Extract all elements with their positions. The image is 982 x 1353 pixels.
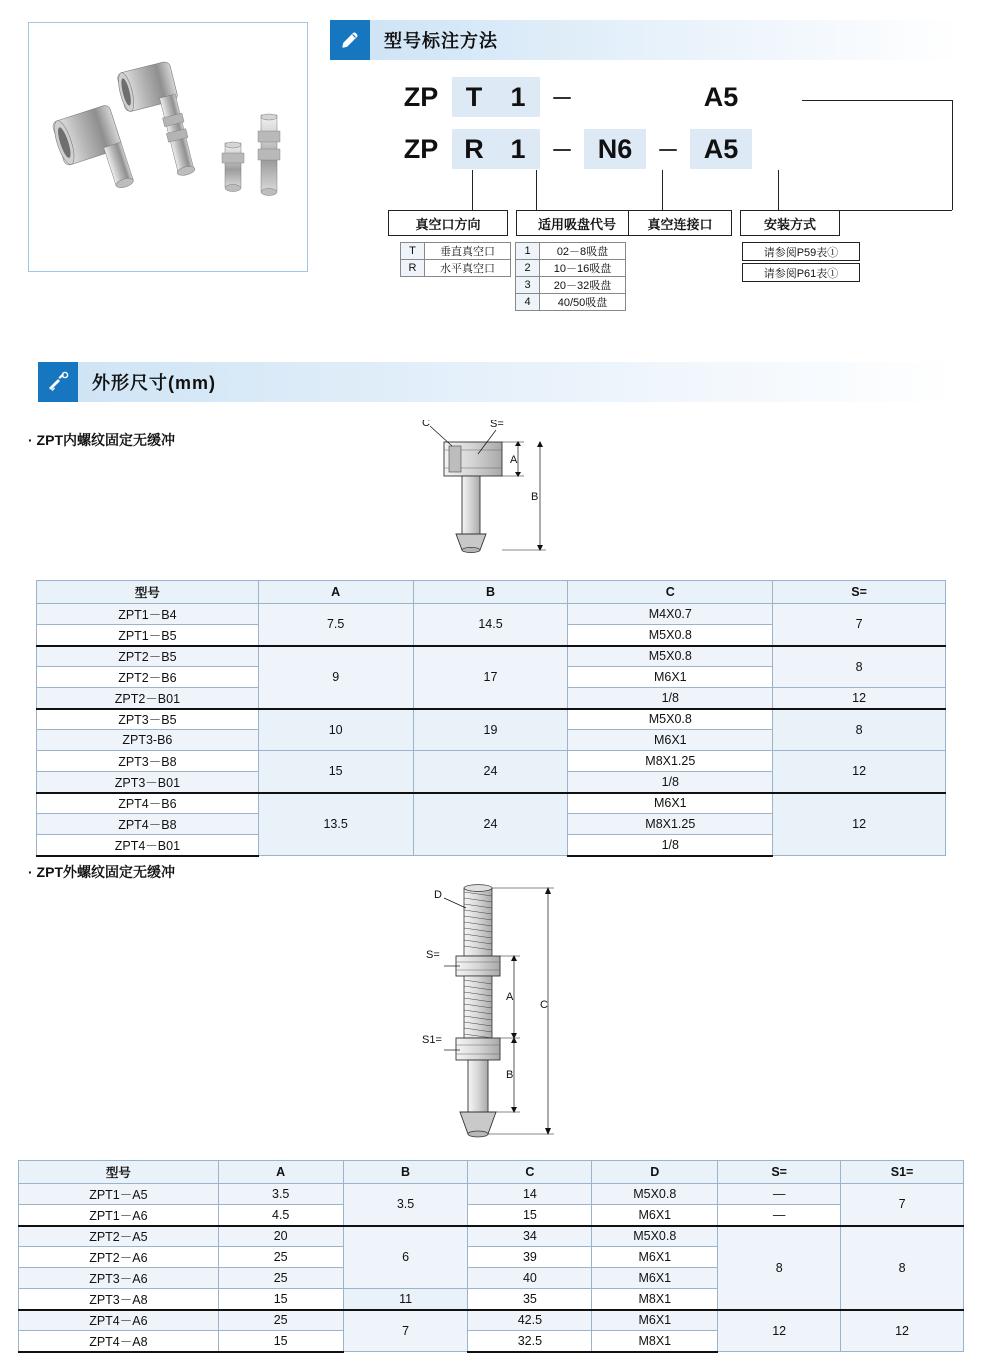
t2-r2-model: ZPT2－A5 (19, 1226, 219, 1247)
t2-r6-c: 42.5 (468, 1310, 592, 1331)
pad-key-3: 4 (516, 294, 540, 311)
section-title-bar-model-code (370, 20, 960, 60)
t1-r0-b: 14.5 (413, 604, 568, 646)
code-cell-pad-1: 1 (496, 77, 540, 117)
table-row (37, 709, 946, 730)
drawing2-label-a: A (506, 991, 514, 1003)
t2-r1-s: — (718, 1205, 841, 1226)
t1-r2-b: 17 (413, 646, 568, 709)
t2-r2-s1: 8 (841, 1226, 964, 1310)
t1-r5-c: M5X0.8 (568, 709, 773, 730)
product-photo-inner (29, 23, 307, 271)
section-header-model-code (330, 20, 960, 60)
t2-r4-c: 40 (468, 1268, 592, 1289)
vdir-key-1: R (401, 260, 425, 277)
t2-r2-s: 8 (718, 1226, 841, 1310)
t2-r0-d: M5X0.8 (592, 1184, 718, 1205)
t1-r7-a: 15 (258, 751, 413, 793)
dimension-table-internal (36, 580, 946, 857)
pencil-icon-svg (339, 29, 361, 51)
dimension-table-external (18, 1160, 964, 1353)
label-mounting (740, 210, 840, 236)
t2-r6-d: M6X1 (592, 1310, 718, 1331)
label-vacuum-port (628, 210, 732, 236)
bracket-bottom (835, 210, 952, 211)
t2-r6-model: ZPT4－A6 (19, 1310, 219, 1331)
t2-r2-a: 20 (218, 1226, 343, 1247)
t1-r5-a: 10 (258, 709, 413, 751)
t2-r1-model: ZPT1－A6 (19, 1205, 219, 1226)
t1-r8-c: 1/8 (568, 772, 773, 793)
vdir-key-0: T (401, 243, 425, 260)
t1-r1-model: ZPT1－B5 (37, 625, 259, 646)
t1-r3-c: M6X1 (568, 667, 773, 688)
drawing-external-thread-svg (400, 878, 630, 1160)
t1-r9-b: 24 (413, 793, 568, 856)
drawing1-label-s: S= (490, 420, 504, 430)
t1-r8-model: ZPT3－B01 (37, 772, 259, 793)
leader-line-port (662, 170, 663, 210)
section-header-dimensions (38, 362, 960, 402)
t1-r4-model: ZPT2－B01 (37, 688, 259, 709)
mounting-ref-0 (742, 242, 860, 261)
t1-r11-c: 1/8 (568, 835, 773, 856)
t2-r7-d: M8X1 (592, 1331, 718, 1352)
table-header-row (19, 1161, 964, 1184)
section-title-model-code: 型号标注方法 (384, 31, 498, 51)
t1-r7-c: M8X1.25 (568, 751, 773, 772)
vdir-val-0: 垂直真空口 (425, 243, 511, 260)
t1-r4-c: 1/8 (568, 688, 773, 709)
t1-r3-model: ZPT2－B6 (37, 667, 259, 688)
t2-head-4: D (592, 1161, 718, 1184)
t2-head-6: S1= (841, 1161, 964, 1184)
bracket-right (952, 100, 953, 210)
t2-r5-d: M8X1 (592, 1289, 718, 1310)
table-row (516, 260, 626, 277)
table-row (401, 260, 511, 277)
table-row (19, 1310, 964, 1331)
t2-r3-c: 39 (468, 1247, 592, 1268)
pad-val-3: 40/50吸盘 (540, 294, 626, 311)
section-title-dimensions: 外形尺寸(mm) (92, 373, 216, 393)
t2-r0-b: 3.5 (343, 1184, 468, 1226)
t2-r5-model: ZPT3－A8 (19, 1289, 219, 1310)
t1-r2-s: 8 (773, 646, 946, 688)
t1-r10-c: M8X1.25 (568, 814, 773, 835)
mounting-ref-1-text: 请参阅P61表① (763, 267, 839, 280)
leader-line-dir (472, 170, 473, 210)
t1-head-4: S= (773, 581, 946, 604)
t1-r0-a: 7.5 (258, 604, 413, 646)
code-cell-empty-2 (646, 77, 690, 117)
t2-r2-c: 34 (468, 1226, 592, 1247)
model-code-diagram (330, 72, 970, 342)
table-row (37, 646, 946, 667)
t1-r5-b: 19 (413, 709, 568, 751)
drawing-internal-thread-svg (400, 420, 620, 570)
tools-icon-svg (46, 370, 70, 394)
t1-r5-model: ZPT3－B5 (37, 709, 259, 730)
dimension-table-internal-head (37, 581, 946, 604)
pad-val-0: 02－8吸盘 (540, 243, 626, 260)
drawing2-label-d: D (434, 889, 442, 901)
code-cell-dash-2: － (550, 137, 573, 163)
table-row (37, 793, 946, 814)
pad-val-2: 20－32吸盘 (540, 277, 626, 294)
table-row (19, 1184, 964, 1205)
drawing-external-thread (400, 878, 630, 1165)
t2-r0-s: — (718, 1184, 841, 1205)
table-row (516, 243, 626, 260)
t1-r1-c: M5X0.8 (568, 625, 773, 646)
table-pad-code-options (515, 242, 626, 311)
code-cell-pad-2: 1 (496, 129, 540, 169)
code-cell-zp-2: ZP (403, 133, 439, 164)
t1-r6-c: M6X1 (568, 730, 773, 751)
drawing2-label-c: C (540, 999, 548, 1011)
t1-head-3: C (568, 581, 773, 604)
drawing2-label-s: S= (426, 949, 440, 961)
code-cell-mount-1: A5 (703, 81, 739, 112)
table-row (19, 1226, 964, 1247)
t2-r5-c: 35 (468, 1289, 592, 1310)
t2-r3-model: ZPT2－A6 (19, 1247, 219, 1268)
t2-r6-b: 7 (343, 1310, 468, 1352)
t1-head-0: 型号 (37, 581, 259, 604)
section-title-bar-dimensions (78, 362, 960, 402)
table-vacuum-direction-options (400, 242, 511, 277)
table-row (516, 277, 626, 294)
product-photo (28, 22, 308, 272)
t1-r9-model: ZPT4－B6 (37, 793, 259, 814)
code-cell-dir-1: T (452, 77, 496, 117)
t2-r7-a: 15 (218, 1331, 343, 1352)
subsection-title-2: · ZPT外螺纹固定无缓冲 (28, 864, 175, 880)
t2-r6-s: 12 (718, 1310, 841, 1352)
label-vacuum-port-text: 真空连接口 (647, 216, 713, 232)
t1-r5-s: 8 (773, 709, 946, 751)
t2-r7-c: 32.5 (468, 1331, 592, 1352)
t2-r3-d: M6X1 (592, 1247, 718, 1268)
pad-key-1: 2 (516, 260, 540, 277)
t1-r0-model: ZPT1－B4 (37, 604, 259, 625)
vdir-val-1: 水平真空口 (425, 260, 511, 277)
t1-r11-model: ZPT4－B01 (37, 835, 259, 856)
label-pad-code-text: 适用吸盘代号 (537, 216, 616, 232)
mounting-ref-1 (742, 263, 860, 282)
t1-r0-s: 7 (773, 604, 946, 646)
t2-head-0: 型号 (19, 1161, 219, 1184)
t2-r7-model: ZPT4－A8 (19, 1331, 219, 1352)
dimension-table-external-body (19, 1184, 964, 1352)
t2-head-5: S= (718, 1161, 841, 1184)
label-vacuum-direction (388, 210, 508, 236)
code-cell-dir-2: R (452, 129, 496, 169)
t1-r9-s: 12 (773, 793, 946, 856)
table-row (37, 604, 946, 625)
t1-r2-c: M5X0.8 (568, 646, 773, 667)
t2-head-2: B (343, 1161, 468, 1184)
table-header-row (37, 581, 946, 604)
table-row (401, 243, 511, 260)
pad-val-1: 10－16吸盘 (540, 260, 626, 277)
t1-r4-s: 12 (773, 688, 946, 709)
code-cell-zp-1: ZP (403, 81, 439, 112)
label-mounting-text: 安装方式 (763, 216, 816, 232)
bracket-top (802, 100, 952, 101)
drawing2-label-b: B (506, 1069, 514, 1081)
label-vacuum-direction-text: 真空口方向 (415, 216, 481, 232)
code-cell-port-2: N6 (584, 129, 646, 169)
t2-r5-a: 15 (218, 1289, 343, 1310)
dimension-table-internal-body (37, 604, 946, 856)
drawing1-label-c: C (422, 420, 430, 429)
code-cell-dash-1: － (550, 85, 573, 111)
t2-head-3: C (468, 1161, 592, 1184)
label-pad-code (516, 210, 638, 236)
table-row (19, 1205, 964, 1226)
drawing1-label-b: B (531, 491, 539, 503)
t1-r7-model: ZPT3－B8 (37, 751, 259, 772)
pencil-icon (330, 20, 370, 60)
t2-r1-d: M6X1 (592, 1205, 718, 1226)
t2-head-1: A (218, 1161, 343, 1184)
t2-r4-model: ZPT3－A6 (19, 1268, 219, 1289)
mounting-ref-0-text: 请参阅P59表① (763, 246, 839, 259)
t1-r10-model: ZPT4－B8 (37, 814, 259, 835)
pad-key-2: 3 (516, 277, 540, 294)
t1-head-2: B (413, 581, 568, 604)
t1-head-1: A (258, 581, 413, 604)
t2-r4-a: 25 (218, 1268, 343, 1289)
dimension-table-external-head (19, 1161, 964, 1184)
pad-key-0: 1 (516, 243, 540, 260)
t1-r2-a: 9 (258, 646, 413, 709)
t2-r0-model: ZPT1－A5 (19, 1184, 219, 1205)
t2-r0-s1: 7 (841, 1184, 964, 1226)
t2-r0-c: 14 (468, 1184, 592, 1205)
t2-r1-c: 15 (468, 1205, 592, 1226)
t1-r0-c: M4X0.7 (568, 604, 773, 625)
code-cell-dash-3: － (656, 137, 679, 163)
t2-r4-d: M6X1 (592, 1268, 718, 1289)
drawing2-label-s1: S1= (422, 1034, 442, 1046)
table-row (516, 294, 626, 311)
model-code-row-1 (390, 76, 752, 118)
t2-r0-a: 3.5 (218, 1184, 343, 1205)
subsection-title-1: · ZPT内螺纹固定无缓冲 (28, 432, 175, 448)
drawing1-label-a: A (510, 454, 518, 466)
t1-r6-model: ZPT3-B6 (37, 730, 259, 751)
code-cell-empty-1 (584, 77, 646, 117)
leader-line-pad (536, 170, 537, 210)
t2-r2-d: M5X0.8 (592, 1226, 718, 1247)
vacuum-fitting-photo-svg (29, 23, 307, 271)
table-row (37, 751, 946, 772)
leader-line-mount (778, 170, 779, 210)
t1-r9-c: M6X1 (568, 793, 773, 814)
t2-r3-a: 25 (218, 1247, 343, 1268)
t1-r2-model: ZPT2－B5 (37, 646, 259, 667)
t2-r1-a: 4.5 (218, 1205, 343, 1226)
tools-icon (38, 362, 78, 402)
t1-r7-b: 24 (413, 751, 568, 793)
t2-r6-a: 25 (218, 1310, 343, 1331)
t2-r5-b: 11 (343, 1289, 468, 1310)
model-code-row-2 (390, 128, 752, 170)
code-cell-mount-2: A5 (690, 129, 752, 169)
t2-r6-s1: 12 (841, 1310, 964, 1352)
t1-r9-a: 13.5 (258, 793, 413, 856)
t1-r7-s: 12 (773, 751, 946, 793)
drawing-internal-thread (400, 420, 620, 575)
t2-r2-b: 6 (343, 1226, 468, 1289)
